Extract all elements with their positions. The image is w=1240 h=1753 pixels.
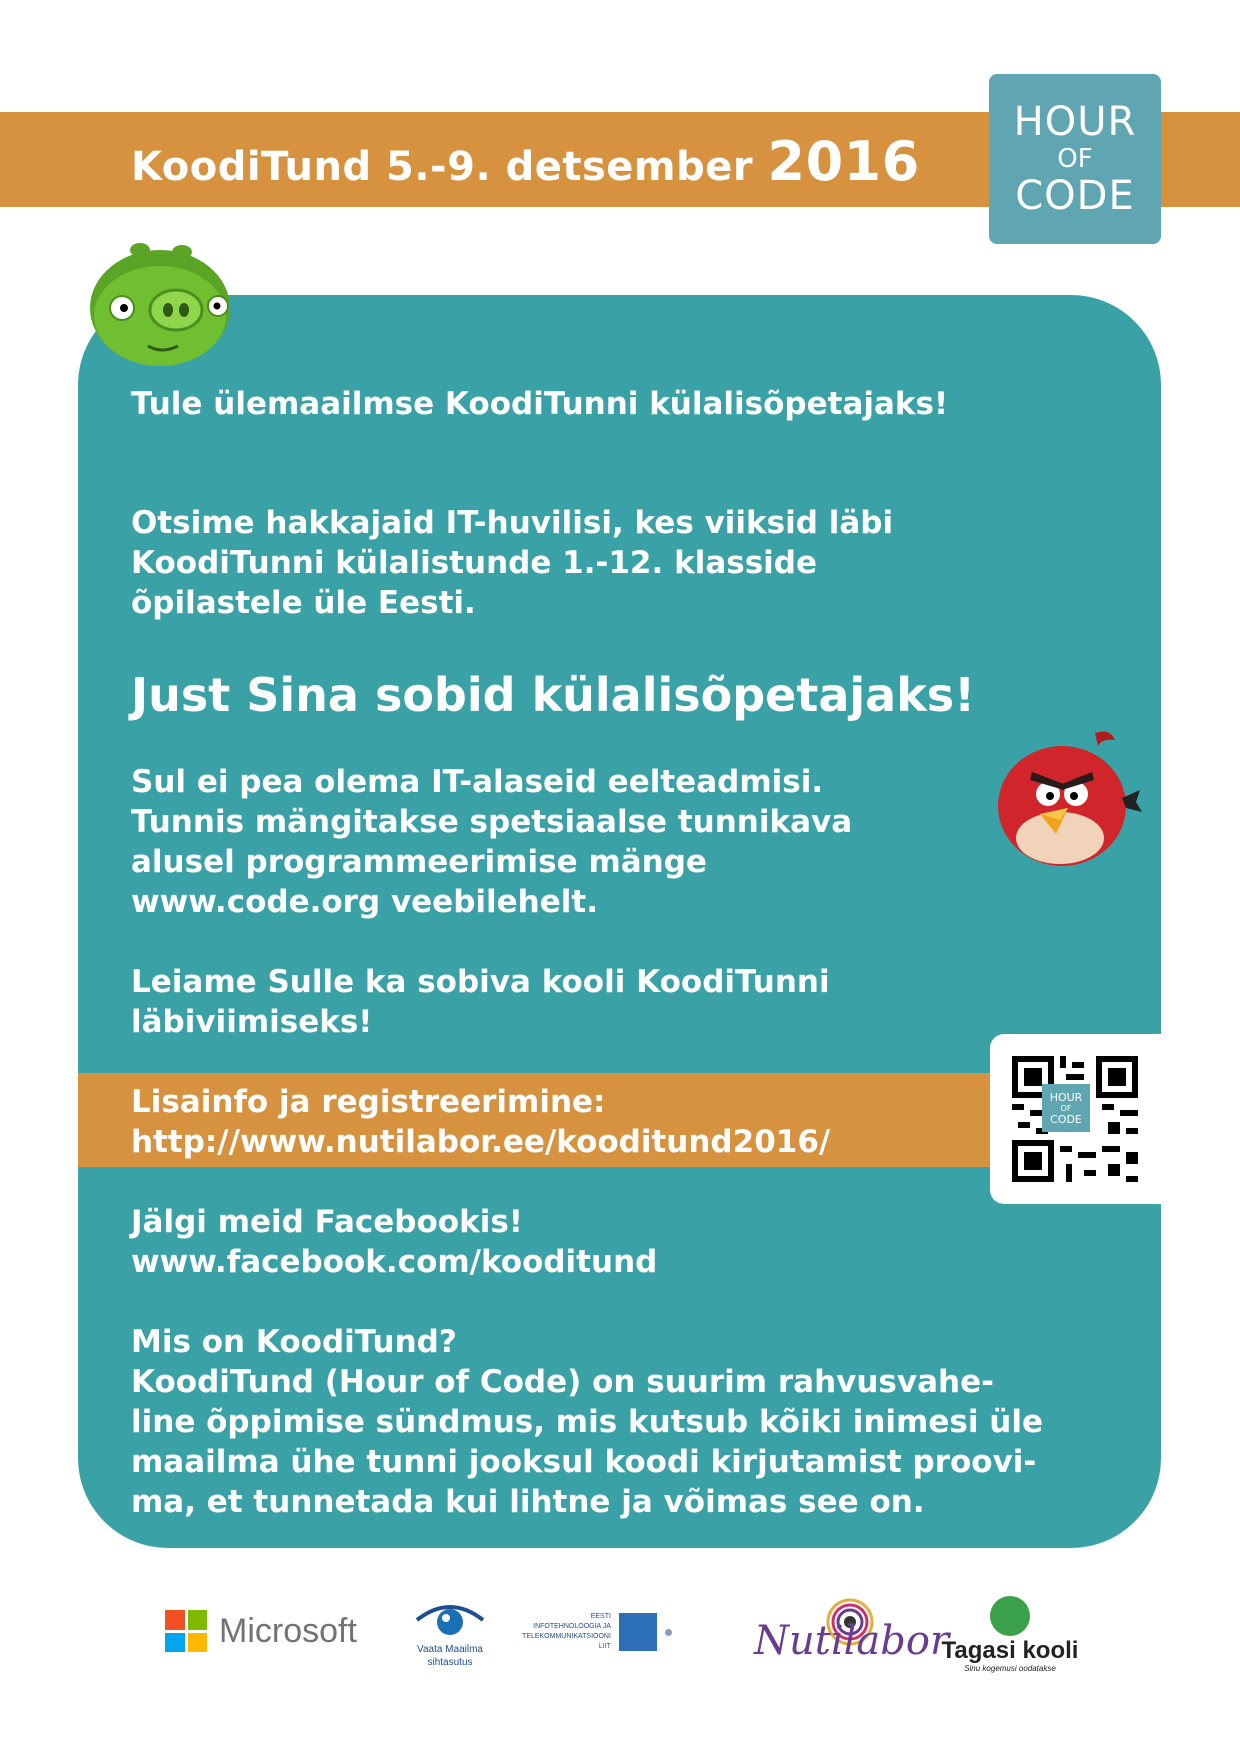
itl-line2: INFOTEHNOLOOGIA JA [533, 1623, 611, 1630]
itl-line3: TELEKOMMUNIKATSIOONI [522, 1633, 611, 1640]
itl-sponsor[interactable] [522, 1612, 672, 1652]
qr-code-card[interactable] [990, 1034, 1162, 1204]
para2-line3: alusel programmeerimise mänge [131, 844, 707, 880]
itl-line1: EESTI [590, 1613, 611, 1620]
qr-logo-line3: CODE [1050, 1112, 1082, 1126]
about-title: Mis on KoodiTund? [131, 1324, 457, 1360]
event-title [131, 130, 920, 193]
microsoft-label: Microsoft [219, 1611, 357, 1650]
itl-label [522, 1612, 611, 1652]
hoc-logo-line3: CODE [1015, 173, 1135, 219]
event-dates: KoodiTund 5.-9. detsember [131, 144, 754, 190]
itl-dot-icon [665, 1629, 672, 1636]
para3-line2: läbiviimiseks! [131, 1004, 373, 1040]
about-line3: maailma ühe tunni jooksul koodi kirjutamist proovi- [131, 1444, 1037, 1480]
about-line4: ma, et tunnetada kui lihtne ja võimas see on. [131, 1484, 925, 1520]
vaata-maailma-sponsor[interactable] [405, 1600, 495, 1668]
qr-logo-line1: HOUR [1049, 1090, 1083, 1104]
tagasi-kooli-sub: Sinu kogemusi oodatakse [964, 1664, 1056, 1673]
itl-logo-icon [619, 1613, 657, 1651]
para3-line1: Leiame Sulle ka sobiva kooli KoodiTunni [131, 964, 830, 1000]
about-line2: line õppimise sündmus, mis kutsub kõiki inimesi üle [131, 1404, 1043, 1440]
green-pig-icon [78, 238, 233, 368]
nutilabor-sponsor[interactable] [750, 1596, 950, 1676]
qr-center-logo [1042, 1084, 1090, 1132]
facebook-link[interactable]: www.facebook.com/kooditund [131, 1244, 658, 1280]
para1-line3: õpilastele üle Eesti. [131, 585, 476, 621]
para2-line1: Sul ei pea olema IT-alaseid eelteadmisi. [131, 764, 824, 800]
itl-line4: LIIT [598, 1643, 611, 1650]
about-line1: KoodiTund (Hour of Code) on suurim rahvusvahe- [131, 1364, 994, 1400]
big-slogan: Just Sina sobid külalisõpetajaks! [131, 668, 976, 722]
info-label: Lisainfo ja registreerimine: [131, 1084, 606, 1120]
red-bird-icon [990, 728, 1142, 868]
microsoft-sponsor[interactable] [165, 1610, 357, 1652]
tagasi-kooli-logo-icon [990, 1596, 1030, 1636]
hoc-logo-line1: HOUR [1013, 99, 1137, 145]
code-org-link[interactable]: www.code.org veebilehelt. [131, 884, 598, 920]
vaata-maailma-eye-icon [415, 1600, 485, 1638]
tagasi-kooli-sponsor[interactable] [940, 1596, 1080, 1673]
hour-of-code-logo [989, 74, 1161, 244]
nutilabor-label: Nutilabor [754, 1618, 950, 1664]
para1-line1: Otsime hakkajaid IT-huvilisi, kes viiksid läbi [131, 505, 894, 541]
headline: Tule ülemaailmse KoodiTunni külalisõpetajaks! [131, 386, 949, 422]
qr-logo-line2: OF [1060, 1103, 1072, 1113]
event-year: 2016 [767, 130, 920, 193]
tagasi-kooli-label: Tagasi kooli [941, 1637, 1079, 1664]
registration-link[interactable]: http://www.nutilabor.ee/kooditund2016/ [131, 1124, 831, 1160]
hoc-logo-line2: OF [1057, 144, 1093, 174]
para2-line2: Tunnis mängitakse spetsiaalse tunnikava [131, 804, 853, 840]
vaata-maailma-line1: Vaata Maailma [417, 1644, 483, 1655]
para1-line2: KoodiTunni külalistunde 1.-12. klasside [131, 545, 817, 581]
microsoft-logo-icon [165, 1610, 207, 1652]
facebook-label: Jälgi meid Facebookis! [131, 1204, 523, 1240]
vaata-maailma-line2: sihtasutus [427, 1657, 473, 1668]
